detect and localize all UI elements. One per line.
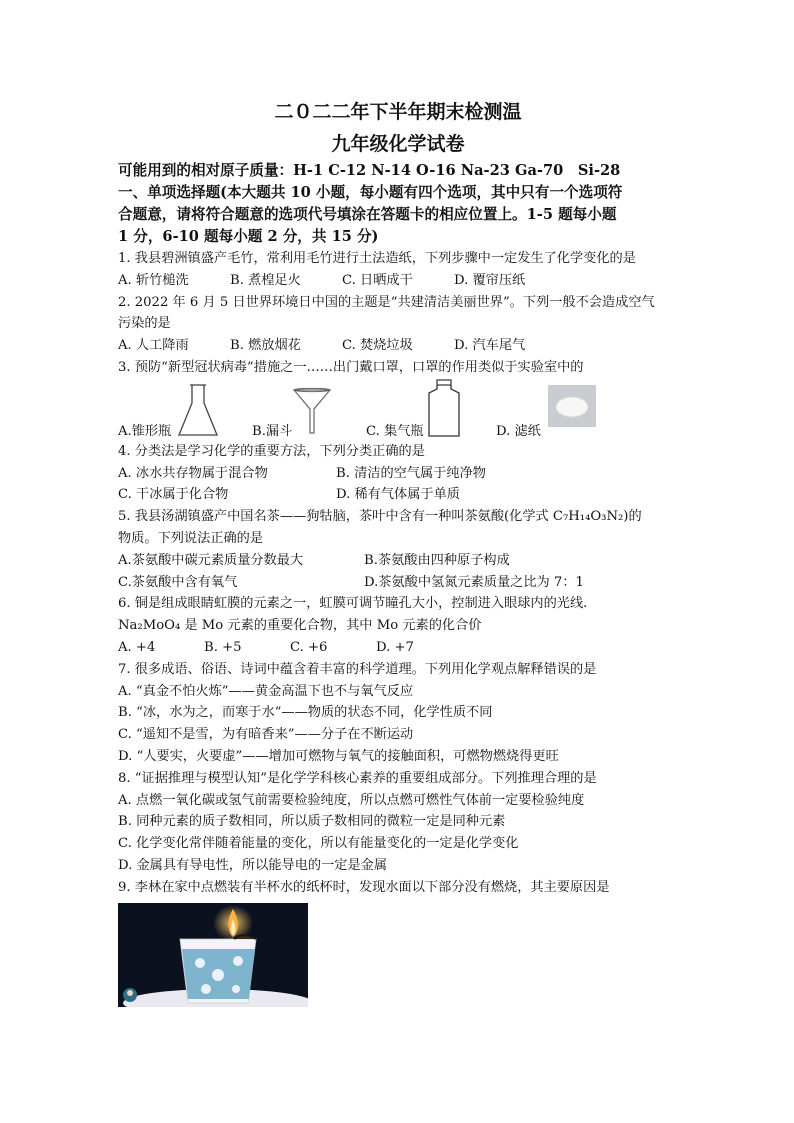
options <box>118 637 678 659</box>
question-stem: 物质。下列说法正确的是 <box>118 530 264 546</box>
option-d: D. “人要实，火要虚”——增加可燃物与氧气的接触面积，可燃物燃烧得更旺 <box>118 748 559 764</box>
option-c: C. “遥知不是雪，为有暗香来”——分子在不断运动 <box>118 727 414 743</box>
option-a: A. 人工降雨 <box>118 338 189 354</box>
option-b: B.茶氨酸由四种原子构成 <box>364 552 510 568</box>
funnel-icon <box>292 387 332 435</box>
question-stem: Na₂MoO₄ 是 Mo 元素的重要化合物，其中 Mo 元素的化合价 <box>118 618 482 634</box>
question-5 <box>118 506 678 593</box>
question-6 <box>118 593 678 658</box>
option-d: D. 汽车尾气 <box>454 338 526 354</box>
filter-paper-icon <box>548 385 596 427</box>
atomic-mass-line: 可能用到的相对原子质量：H-1 C-12 N-14 O-16 Na-23 Ga-70 Si-28 <box>118 162 621 179</box>
question-7 <box>118 659 678 768</box>
question-stem: 6. 铜是组成眼睛虹膜的元素之一，虹膜可调节瞳孔大小，控制进入眼球内的光线. <box>118 596 588 612</box>
question-4 <box>118 441 678 506</box>
option-d: D. 稀有气体属于单质 <box>336 487 460 503</box>
option-a: A. “真金不怕火炼”——黄金高温下也不与氧气反应 <box>118 683 414 699</box>
option-b: B. 清洁的空气属于纯净物 <box>336 465 486 481</box>
exam-title-line1: 二０二二年下半年期末检测温 <box>274 101 522 123</box>
option-a: A.茶氨酸中碳元素质量分数最大 <box>118 552 304 568</box>
section-line: 合题意，请将符合题意的选项代号填涂在答题卡的相应位置上。1-5 题每小题 <box>118 206 617 223</box>
question-stem: 3. 预防“新型冠状病毒”措施之一……出门戴口罩，口罩的作用类似于实验室中的 <box>118 359 584 375</box>
option-b: B. +5 <box>204 639 242 655</box>
option-d: D. 金属具有导电性，所以能导电的一定是金属 <box>118 857 388 873</box>
option-d: D. +7 <box>376 639 414 655</box>
burning-paper-cup-photo <box>118 903 308 1007</box>
option-c: C.茶氨酸中含有氧气 <box>118 574 238 590</box>
option-c: C. 干冰属于化合物 <box>118 487 229 503</box>
option-a: A. 点燃一氧化碳或氢气前需要检验纯度，所以点燃可燃性气体前一定要检验纯度 <box>118 792 585 808</box>
question-stem: 污染的是 <box>118 316 171 332</box>
options <box>118 572 678 594</box>
options <box>118 270 678 292</box>
option-b: B. “冰，水为之，而寒于水”——物质的状态不同，化学性质不同 <box>118 705 493 721</box>
question-9 <box>118 877 678 1007</box>
option-c: C. +6 <box>290 639 328 655</box>
option-c: C. 化学变化常伴随着能量的变化，所以有能量变化的一定是化学变化 <box>118 836 519 852</box>
option-d: D. 滤纸 <box>496 423 541 439</box>
section-instructions <box>118 182 678 248</box>
option-a: A. 冰水共存物属于混合物 <box>118 465 268 481</box>
option-c: C. 日晒成干 <box>342 272 413 288</box>
question-stem: 5. 我县汤湖镇盛产中国名茶——狗牯脑，茶叶中含有一种叫茶氨酸(化学式 C₇H₁₄O₃N₂)的 <box>118 509 642 525</box>
option-b: B. 燃放烟花 <box>230 338 301 354</box>
question-stem: 4. 分类法是学习化学的重要方法，下列分类正确的是 <box>118 443 425 459</box>
section-line: 一、单项选择题(本大题共 10 小题，每小题有四个选项，其中只有一个选项符 <box>118 184 623 201</box>
option-a: A.锥形瓶 <box>118 423 172 439</box>
option-d: D. 覆帘压纸 <box>454 272 526 288</box>
gas-jar-icon <box>426 379 462 439</box>
question-stem: 2. 2022 年 6 月 5 日世界环境日中国的主题是“共建清洁美丽世界”。下列一般不会造成空气 <box>118 294 655 310</box>
exam-page <box>118 96 678 1007</box>
question-stem: 7. 很多成语、俗语、诗词中蕴含着丰富的科学道理。下列用化学观点解释错误的是 <box>118 661 597 677</box>
option-a: A. +4 <box>118 639 156 655</box>
options <box>118 335 678 357</box>
question-stem: 9. 李林在家中点燃装有半杯水的纸杯时，发现水面以下部分没有燃烧，其主要原因是 <box>118 879 610 895</box>
option-a: A. 斩竹槌洗 <box>118 272 189 288</box>
question-8 <box>118 768 678 877</box>
option-c: C. 集气瓶 <box>366 423 424 439</box>
apparatus-row <box>118 379 678 441</box>
option-c: C. 焚烧垃圾 <box>342 338 413 354</box>
section-line: 1 分，6-10 题每小题 2 分，共 15 分) <box>118 228 379 245</box>
option-d: D.茶氨酸中氢氮元素质量之比为 7：1 <box>364 574 584 590</box>
question-1 <box>118 248 678 292</box>
option-b: B. 煮楻足火 <box>230 272 301 288</box>
option-b: B. 同种元素的质子数相同，所以质子数相同的微粒一定是同种元素 <box>118 814 506 830</box>
question-3 <box>118 357 678 441</box>
question-2 <box>118 292 678 357</box>
options <box>118 463 678 485</box>
options <box>118 550 678 572</box>
option-b: B.漏斗 <box>252 423 293 439</box>
options <box>118 484 678 506</box>
paper-cup-flame-illustration <box>118 903 308 1007</box>
question-stem: 1. 我县碧洲镇盛产毛竹，常利用毛竹进行土法造纸，下列步骤中一定发生了化学变化的是 <box>118 251 636 266</box>
question-stem: 8. “证据推理与模型认知”是化学学科核心素养的重要组成部分。下列推理合理的是 <box>118 770 597 786</box>
conical-flask-icon <box>176 383 220 439</box>
exam-title-line2: 九年级化学试卷 <box>331 133 465 155</box>
